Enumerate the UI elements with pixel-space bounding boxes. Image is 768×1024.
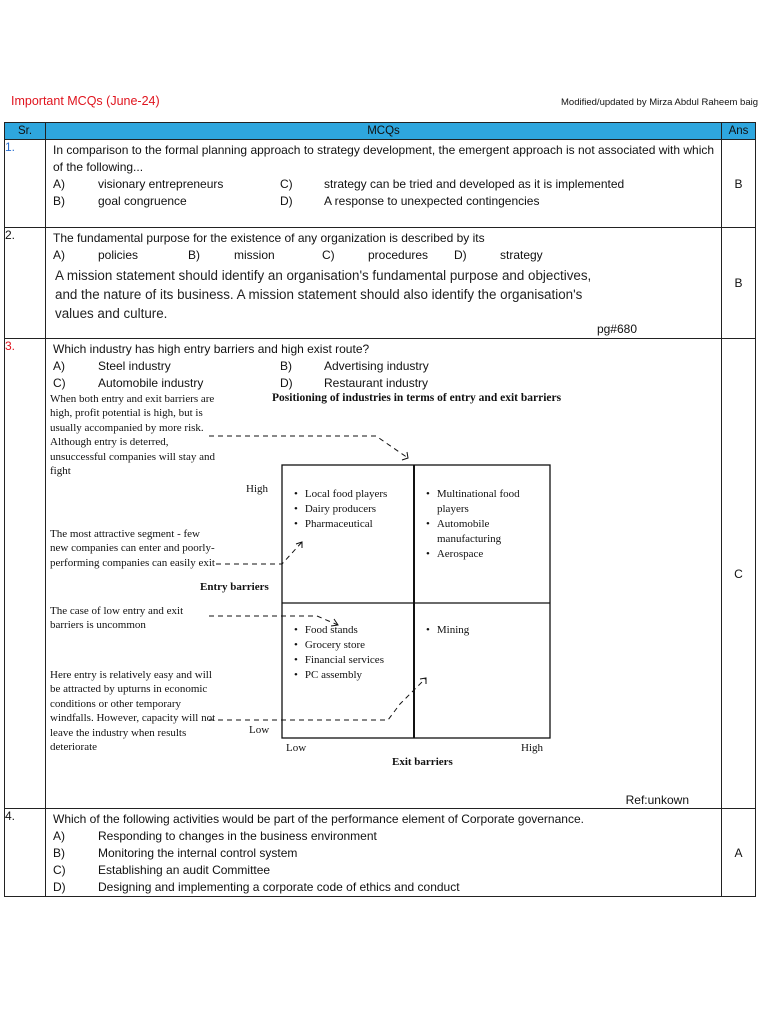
page-reference: pg#680 <box>596 322 637 336</box>
question-number: 4. <box>5 809 46 897</box>
option-row <box>53 828 721 845</box>
header-sr: Sr. <box>5 123 46 140</box>
option-letter: D) <box>280 194 293 208</box>
option-row <box>53 193 721 210</box>
option-letter: B) <box>188 248 200 262</box>
list-item: • Pharmaceutical <box>294 517 387 532</box>
header-ans: Ans <box>722 123 756 140</box>
option-letter: D) <box>454 248 467 262</box>
annotation-high-high: When both entry and exit barriers are high, profit potential is high, but is usually accompanied by more risk. Although entry is deterred, unsuccessful companies will stay and fight <box>50 393 215 478</box>
option-row <box>53 358 721 375</box>
x-axis-high-label: High <box>521 742 543 754</box>
list-item: • Aerospace <box>426 547 520 562</box>
table-row <box>5 228 756 339</box>
reference-text: Ref:unkown <box>625 793 689 807</box>
list-item: • Financial services <box>294 653 384 668</box>
document-title: Important MCQs (June-24) <box>11 94 160 108</box>
diagram-title: Positioning of industries in terms of entry and exit barriers <box>272 392 562 404</box>
option-text: procedures <box>368 248 429 262</box>
table-row <box>5 339 756 809</box>
option-letter: D) <box>280 376 293 390</box>
option-letter: C) <box>280 177 293 191</box>
option-letter: D) <box>53 880 66 894</box>
list-item: • PC assembly <box>294 668 384 683</box>
question-cell <box>46 140 722 228</box>
option-text: Responding to changes in the business environment <box>98 829 377 843</box>
option-letter: B) <box>53 846 65 860</box>
option-letter: A) <box>53 359 65 373</box>
x-axis-low-label: Low <box>286 742 307 754</box>
list-item: • Local food players <box>294 487 387 502</box>
list-item: • Dairy producers <box>294 502 387 517</box>
question-cell <box>46 339 722 809</box>
option-text: goal congruence <box>98 194 187 208</box>
explanation-note: A mission statement should identify an organisation's fundamental purpose and objectives, and the nature of its business. A mission statement should also identify the organisation's values and culture. <box>55 268 592 321</box>
option-letter: A) <box>53 177 65 191</box>
option-letter: C) <box>53 376 66 390</box>
option-row <box>53 176 721 193</box>
list-item: • Food stands <box>294 623 384 638</box>
quadrant-high-entry-high-exit <box>426 487 520 562</box>
option-row <box>53 845 721 862</box>
table-header-row <box>5 123 756 140</box>
y-axis-high-label: High <box>246 483 268 495</box>
quadrant-low-entry-low-exit <box>294 623 384 683</box>
list-item: manufacturing <box>437 533 502 545</box>
x-axis-label: Exit barriers <box>392 756 453 768</box>
annotation-low-low: The case of low entry and exit barriers is uncommon <box>50 605 184 632</box>
answer-cell: A <box>722 809 756 897</box>
y-axis-label: Entry barriers <box>200 581 269 593</box>
question-text: Which of the following activities would be part of the performance element of Corporate governance. <box>53 812 584 826</box>
option-text: strategy can be tried and developed as it is implemented <box>324 177 625 191</box>
author-credit: Modified/updated by Mirza Abdul Raheem baig <box>561 97 758 108</box>
question-cell <box>46 228 722 339</box>
entry-exit-barriers-diagram <box>46 392 686 792</box>
option-letter: B) <box>53 194 65 208</box>
quadrant-high-entry-low-exit <box>294 487 387 532</box>
option-row <box>53 879 721 896</box>
annotation-low-entry-high-exit: Here entry is relatively easy and will be attracted by upturns in economic conditions or other temporary windfalls. However, capacity will not leave the industry when results deteriorate <box>50 669 216 754</box>
option-letter: A) <box>53 248 65 262</box>
mcq-table <box>4 122 756 897</box>
question-cell <box>46 809 722 897</box>
list-item: • Mining <box>426 623 469 638</box>
y-axis-low-label: Low <box>249 724 270 736</box>
option-text: Advertising industry <box>324 359 429 373</box>
option-row <box>53 247 721 264</box>
question-number: 2. <box>5 228 46 339</box>
annotation-high-entry-low-exit: The most attractive segment - few new companies can enter and poorly-performing companies can easily exit <box>50 528 215 569</box>
option-text: Restaurant industry <box>324 376 429 390</box>
option-letter: A) <box>53 829 65 843</box>
option-row <box>53 862 721 879</box>
option-letter: B) <box>280 359 292 373</box>
list-item: • Automobile <box>426 517 520 532</box>
question-number: 3. <box>5 339 46 809</box>
answer-cell: C <box>722 339 756 809</box>
option-text: policies <box>98 248 139 262</box>
list-item: players <box>437 503 469 515</box>
table-row <box>5 140 756 228</box>
option-text: Steel industry <box>98 359 171 373</box>
option-row <box>53 375 721 392</box>
option-text: A response to unexpected contingencies <box>324 194 540 208</box>
option-text: visionary entrepreneurs <box>98 177 224 191</box>
answer-cell: B <box>722 228 756 339</box>
question-text: Which industry has high entry barriers and high exist route? <box>53 342 370 356</box>
quadrant-low-entry-high-exit <box>426 623 469 638</box>
table-row <box>5 809 756 897</box>
list-item: • Multinational food <box>426 487 520 502</box>
option-text: strategy <box>500 248 543 262</box>
option-text: Establishing an audit Committee <box>98 863 271 877</box>
header-mcqs: MCQs <box>46 123 722 140</box>
option-text: Designing and implementing a corporate code of ethics and conduct <box>98 880 460 894</box>
option-text: Monitoring the internal control system <box>98 846 298 860</box>
list-item: • Grocery store <box>294 638 384 653</box>
question-text: The fundamental purpose for the existence of any organization is described by its <box>53 231 485 245</box>
option-letter: C) <box>322 248 335 262</box>
option-letter: C) <box>53 863 66 877</box>
question-text: In comparison to the formal planning approach to strategy development, the emergent approach is not associated with which of the following... <box>53 143 715 174</box>
answer-cell: B <box>722 140 756 228</box>
question-number: 1. <box>5 140 46 228</box>
option-text: mission <box>234 248 275 262</box>
option-text: Automobile industry <box>98 376 204 390</box>
